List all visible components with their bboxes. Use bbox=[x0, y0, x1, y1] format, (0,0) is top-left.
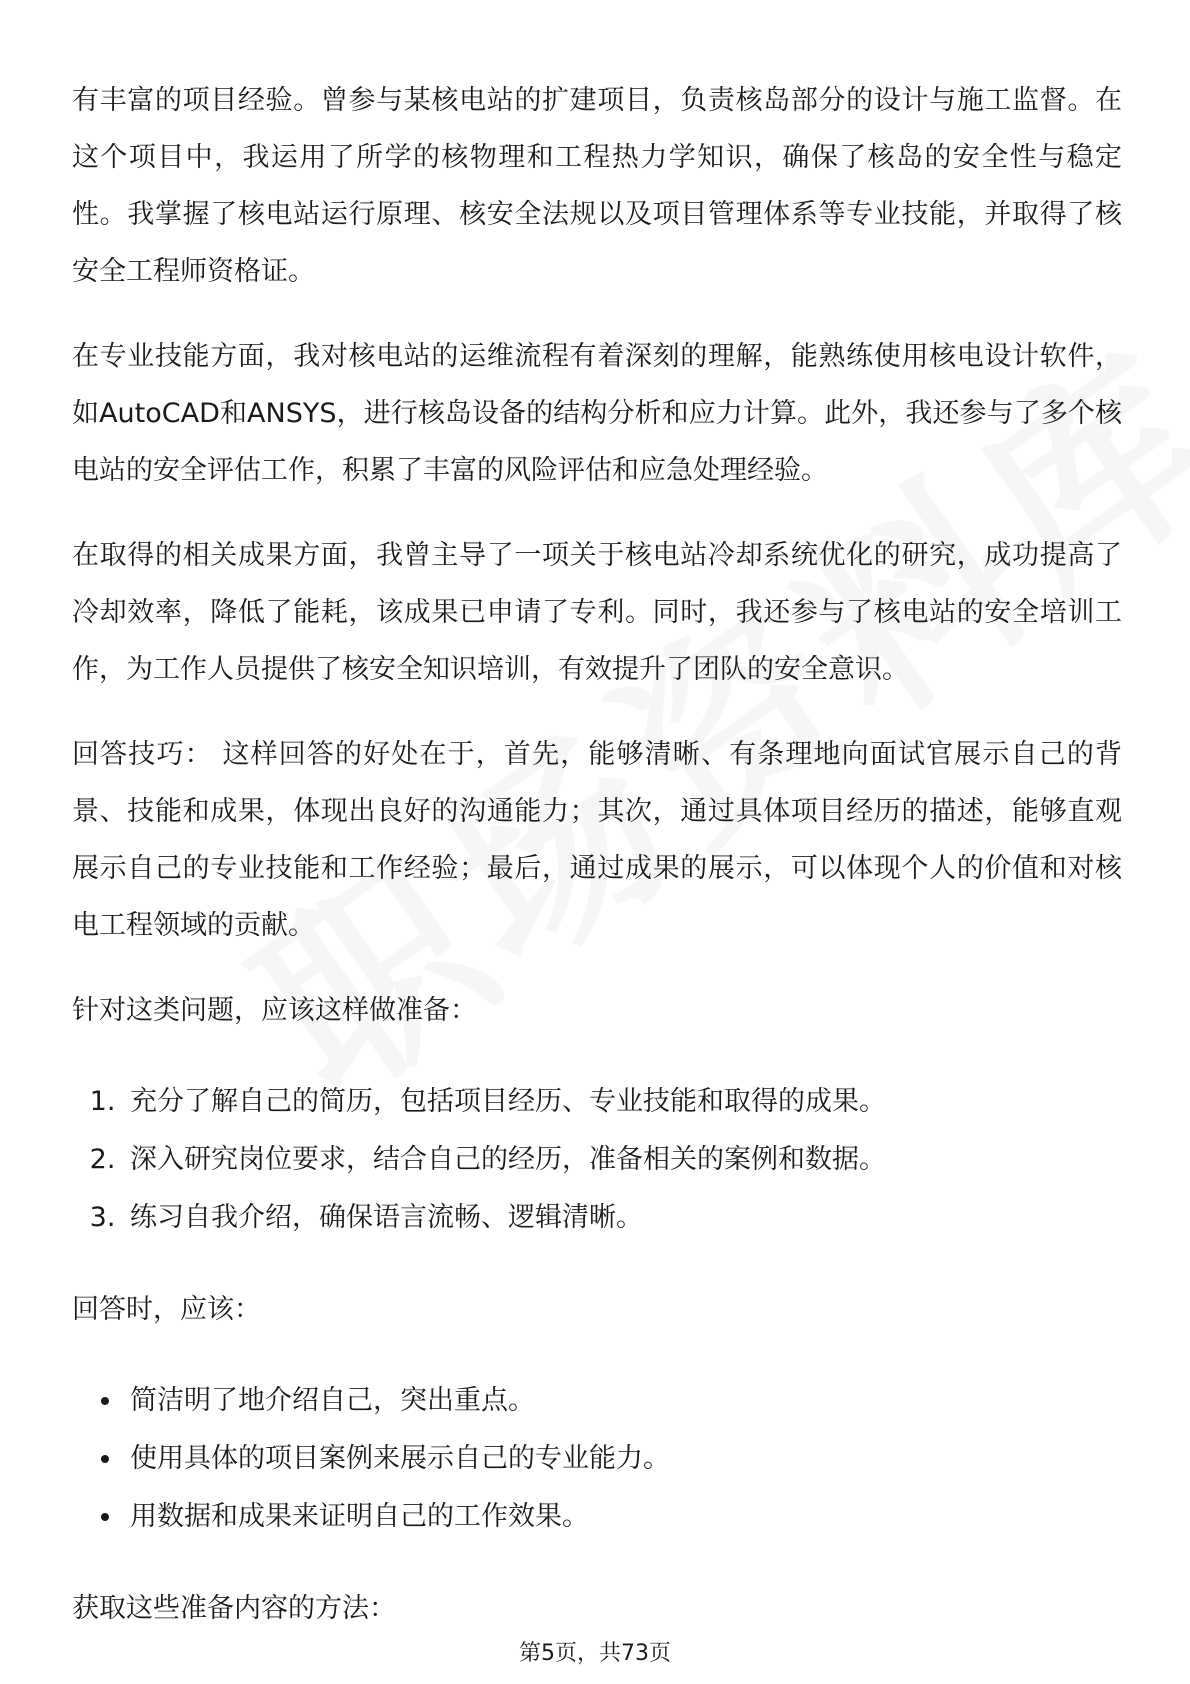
answer-tips-list bbox=[72, 1372, 1122, 1546]
prep-heading: 针对这类问题，应该这样做准备： bbox=[72, 995, 477, 1026]
list-item: • 用数据和成果来证明自己的工作效果。 bbox=[124, 1488, 1122, 1546]
list-item: 1. 充分了解自己的简历，包括项目经历、专业技能和取得的成果。 bbox=[124, 1073, 1122, 1131]
method-heading: 获取这些准备内容的方法： bbox=[72, 1593, 396, 1624]
page-number: 第5页，共73页 bbox=[519, 1641, 671, 1666]
paragraph-skills: 在专业技能方面，我对核电站的运维流程有着深刻的理解，能熟练使用核电设计软件，如AutoCAD和ANSYS，进行核岛设备的结构分析和应力计算。此外，我还参与了多个核电站的安全评估工作，积累了丰富的风险评估和应急处理经验。 bbox=[72, 341, 1122, 486]
list-item: 3. 练习自我介绍，确保语言流畅、逻辑清晰。 bbox=[124, 1189, 1122, 1247]
answer-heading: 回答时，应该： bbox=[72, 1294, 261, 1325]
list-item: • 使用具体的项目案例来展示自己的专业能力。 bbox=[124, 1430, 1122, 1488]
paragraph-answer-tips: 回答技巧： 这样回答的好处在于，首先，能够清晰、有条理地向面试官展示自己的背景、技能和成果，体现出良好的沟通能力；其次，通过具体项目经历的描述，能够直观展示自己的专业技能和工作经验；最后，通过成果的展示，可以体现个人的价值和对核电工程领域的贡献。 bbox=[72, 739, 1122, 941]
paragraph-experience: 有丰富的项目经验。曾参与某核电站的扩建项目，负责核岛部分的设计与施工监督。在这个项目中，我运用了所学的核物理和工程热力学知识，确保了核岛的安全性与稳定性。我掌握了核电站运行原理、核安全法规以及项目管理体系等专业技能，并取得了核安全工程师资格证。 bbox=[72, 85, 1122, 287]
document-body bbox=[72, 72, 1122, 1665]
list-item: • 简洁明了地介绍自己，突出重点。 bbox=[124, 1372, 1122, 1430]
paragraph-achievements: 在取得的相关成果方面，我曾主导了一项关于核电站冷却系统优化的研究，成功提高了冷却效率，降低了能耗，该成果已申请了专利。同时，我还参与了核电站的安全培训工作，为工作人员提供了核安全知识培训，有效提升了团队的安全意识。 bbox=[72, 540, 1122, 685]
prep-steps-list bbox=[72, 1073, 1122, 1247]
list-item: 2. 深入研究岗位要求，结合自己的经历，准备相关的案例和数据。 bbox=[124, 1131, 1122, 1189]
